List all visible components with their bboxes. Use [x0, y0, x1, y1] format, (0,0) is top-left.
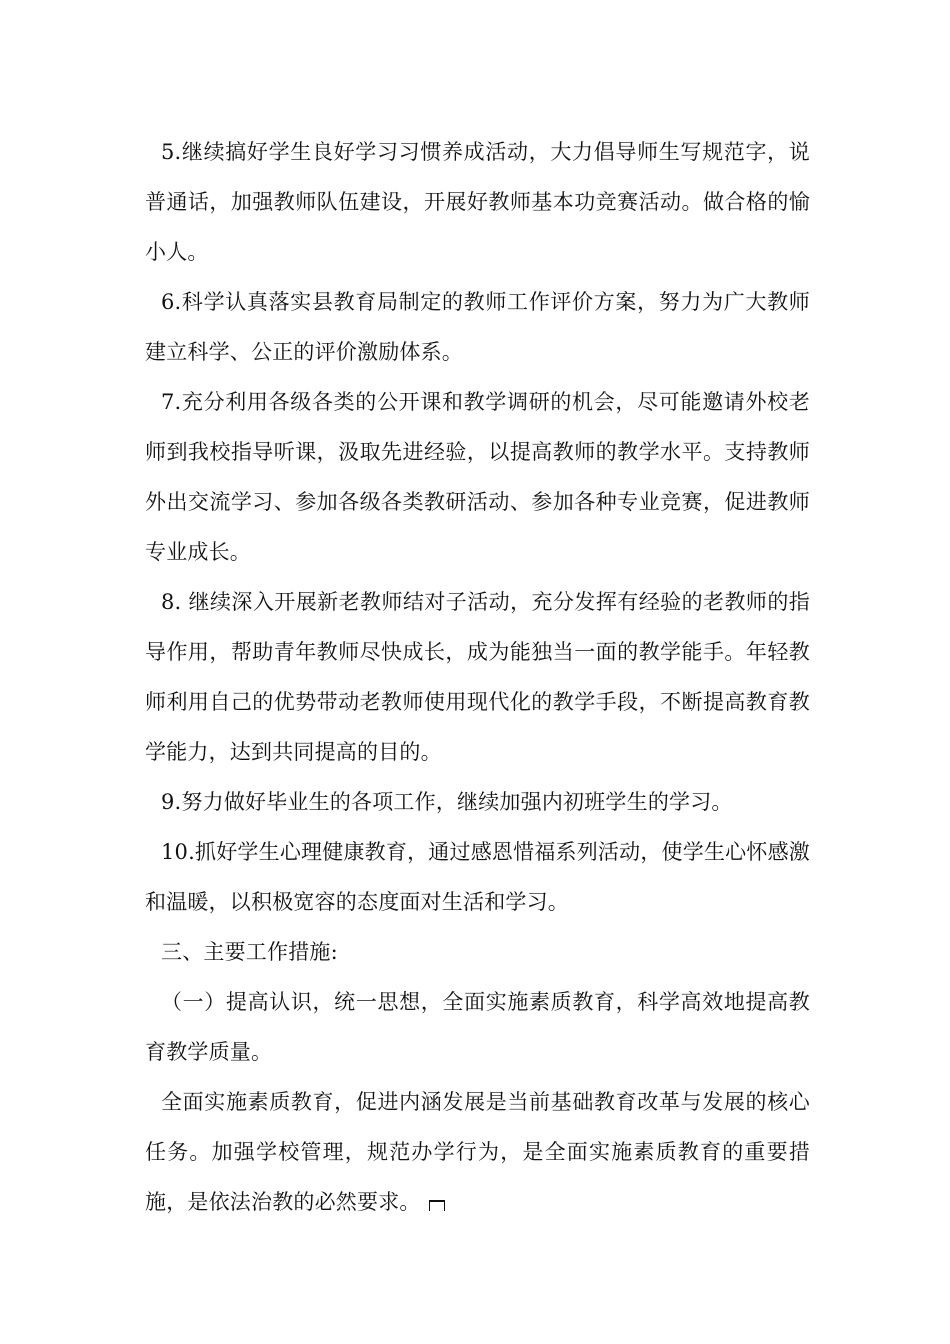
section-heading-measures: 三、主要工作措施: — [161, 940, 338, 964]
subsection-heading-1: （一）提高认识，统一思想，全面实施素质教育，科学高效地提高教育教学质量。 — [145, 990, 810, 1064]
paragraph-item-7: 7.充分利用各级各类的公开课和教学调研的机会，尽可能邀请外校老师到我校指导听课，汲取先进经验，以提高教师的教学水平。支持教师外出交流学习、参加各级各类教研活动、参加各种专业竞赛，促进教师专业成长。 — [145, 390, 810, 564]
document-body — [145, 127, 810, 1227]
body-paragraph-quality-education — [145, 1077, 810, 1227]
paragraph-item-5: 5.继续搞好学生良好学习习惯养成活动，大力倡导师生写规范字，说普通话，加强教师队伍建设，开展好教师基本功竞赛活动。做合格的愉小人。 — [145, 140, 810, 264]
paragraph-item-10: 10.抓好学生心理健康教育，通过感恩惜福系列活动，使学生心怀感激和温暖，以积极宽容的态度面对生活和学习。 — [145, 840, 810, 914]
paragraph-item-9: 9.努力做好毕业生的各项工作，继续加强内初班学生的学习。 — [161, 790, 733, 814]
paragraph-item-6: 6.科学认真落实县教育局制定的教师工作评价方案，努力为广大教师建立科学、公正的评价激励体系。 — [145, 290, 810, 364]
body-paragraph-text: 全面实施素质教育，促进内涵发展是当前基础教育改革与发展的核心任务。加强学校管理，规范办学行为，是全面实施素质教育的重要措施，是依法治教的必然要求。 — [145, 1090, 810, 1214]
paragraph-item-8: 8. 继续深入开展新老教师结对子活动，充分发挥有经验的老教师的指导作用，帮助青年教师尽快成长，成为能独当一面的教学能手。年轻教师利用自己的优势带动老教师使用现代化的教学手段，不断提高教育教学能力，达到共同提高的目的。 — [145, 590, 810, 764]
text-cursor-mark — [429, 1200, 445, 1211]
